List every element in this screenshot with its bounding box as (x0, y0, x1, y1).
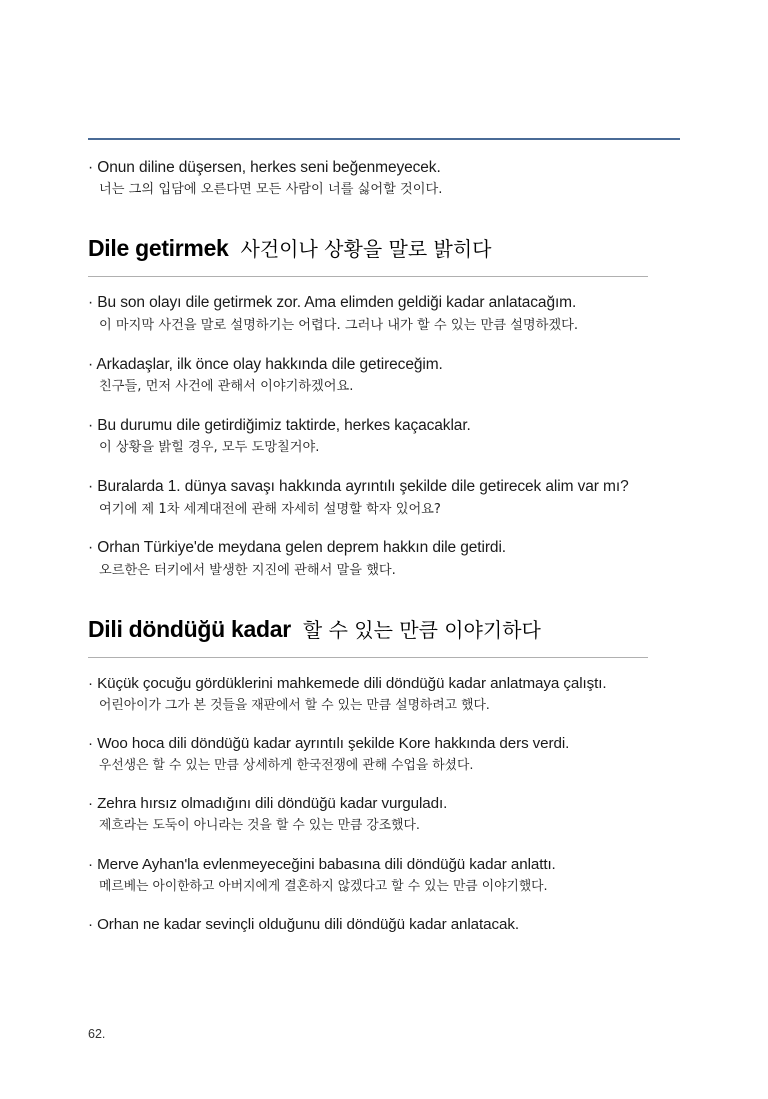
list-item (88, 538, 680, 579)
list-item (88, 794, 680, 834)
example-korean: 이 마지막 사건을 말로 설명하기는 어렵다. 그러나 내가 할 수 있는 만큼 설명하겠다. (99, 317, 579, 333)
example-korean: 제흐라는 도둑이 아니라는 것을 할 수 있는 만큼 강조했다. (99, 818, 420, 834)
list-item (88, 477, 680, 518)
example-turkish: · Arkadaşlar, ilk önce olay hakkında dile getireceğim. (88, 355, 443, 373)
example-turkish: · Woo hoca dili döndüğü kadar ayrıntılı şekilde Kore hakkında ders verdi. (88, 734, 570, 752)
example-turkish: · Orhan ne kadar sevinçli olduğunu dili döndüğü kadar anlatacak. (88, 915, 519, 933)
section-divider (88, 276, 648, 277)
example-turkish: · Bu son olayı dile getirmek zor. Ama elimden geldiği kadar anlatacağım. (88, 294, 577, 312)
example-turkish: · Merve Ayhan'la evlenmeyeceğini babasına dili döndüğü kadar anlattı. (88, 855, 556, 873)
example-korean: 어린아이가 그가 본 것들을 재판에서 할 수 있는 만큼 설명하려고 했다. (99, 697, 490, 713)
page-number: 62. (88, 1027, 106, 1041)
example-korean: 우선생은 할 수 있는 만큼 상세하게 한국전쟁에 관해 수업을 하셨다. (99, 757, 474, 773)
section-heading-1 (88, 233, 680, 262)
list-item (88, 855, 680, 895)
list-item (88, 416, 680, 457)
list-item (88, 674, 680, 714)
list-item (88, 158, 680, 199)
example-korean: 친구들, 먼저 사건에 관해서 이야기하겠어요. (99, 378, 354, 394)
section-divider (88, 657, 648, 658)
section-2-entry-list (88, 674, 680, 935)
example-turkish: · Onun diline düşersen, herkes seni beğenmeyecek. (88, 159, 441, 176)
example-korean: 오르한은 터키에서 발생한 지진에 관해서 말을 했다. (99, 562, 396, 578)
example-turkish: · Zehra hırsız olmadığını dili döndüğü kadar vurguladı. (88, 795, 448, 813)
example-turkish: · Küçük çocuğu gördüklerini mahkemede dili döndüğü kadar anlatmaya çalıştı. (88, 674, 607, 692)
example-korean: 여기에 제 1차 세계대전에 관해 자세히 설명할 학자 있어요? (99, 501, 441, 517)
list-item (88, 293, 680, 334)
example-korean: 메르베는 아이한하고 아버지에게 결혼하지 않겠다고 할 수 있는 만큼 이야기했다. (99, 878, 548, 894)
section-heading-korean: 사건이나 상황을 말로 밝히다 (240, 237, 492, 262)
example-turkish: · Bu durumu dile getirdiğimiz taktirde, herkes kaçacaklar. (88, 416, 471, 434)
section-heading-korean: 할 수 있는 만큼 이야기하다 (302, 617, 541, 642)
list-item (88, 355, 680, 396)
intro-entry-list (88, 158, 680, 199)
section-heading-turkish: Dili döndüğü kadar (88, 615, 291, 642)
list-item (88, 734, 680, 774)
top-divider (88, 138, 680, 140)
example-turkish: · Orhan Türkiye'de meydana gelen deprem hakkın dile getirdi. (88, 539, 506, 557)
example-korean: 이 상황을 밝힐 경우, 모두 도망칠거야. (99, 440, 320, 456)
section-heading-2 (88, 614, 680, 643)
example-korean: 너는 그의 입담에 오른다면 모든 사람이 너를 싫어할 것이다. (99, 182, 443, 198)
example-turkish: · Buralarda 1. dünya savaşı hakkında ayrıntılı şekilde dile getirecek alim var mı? (88, 478, 629, 496)
section-heading-turkish: Dile getirmek (88, 235, 229, 262)
section-1-entry-list (88, 293, 680, 579)
list-item (88, 915, 680, 935)
